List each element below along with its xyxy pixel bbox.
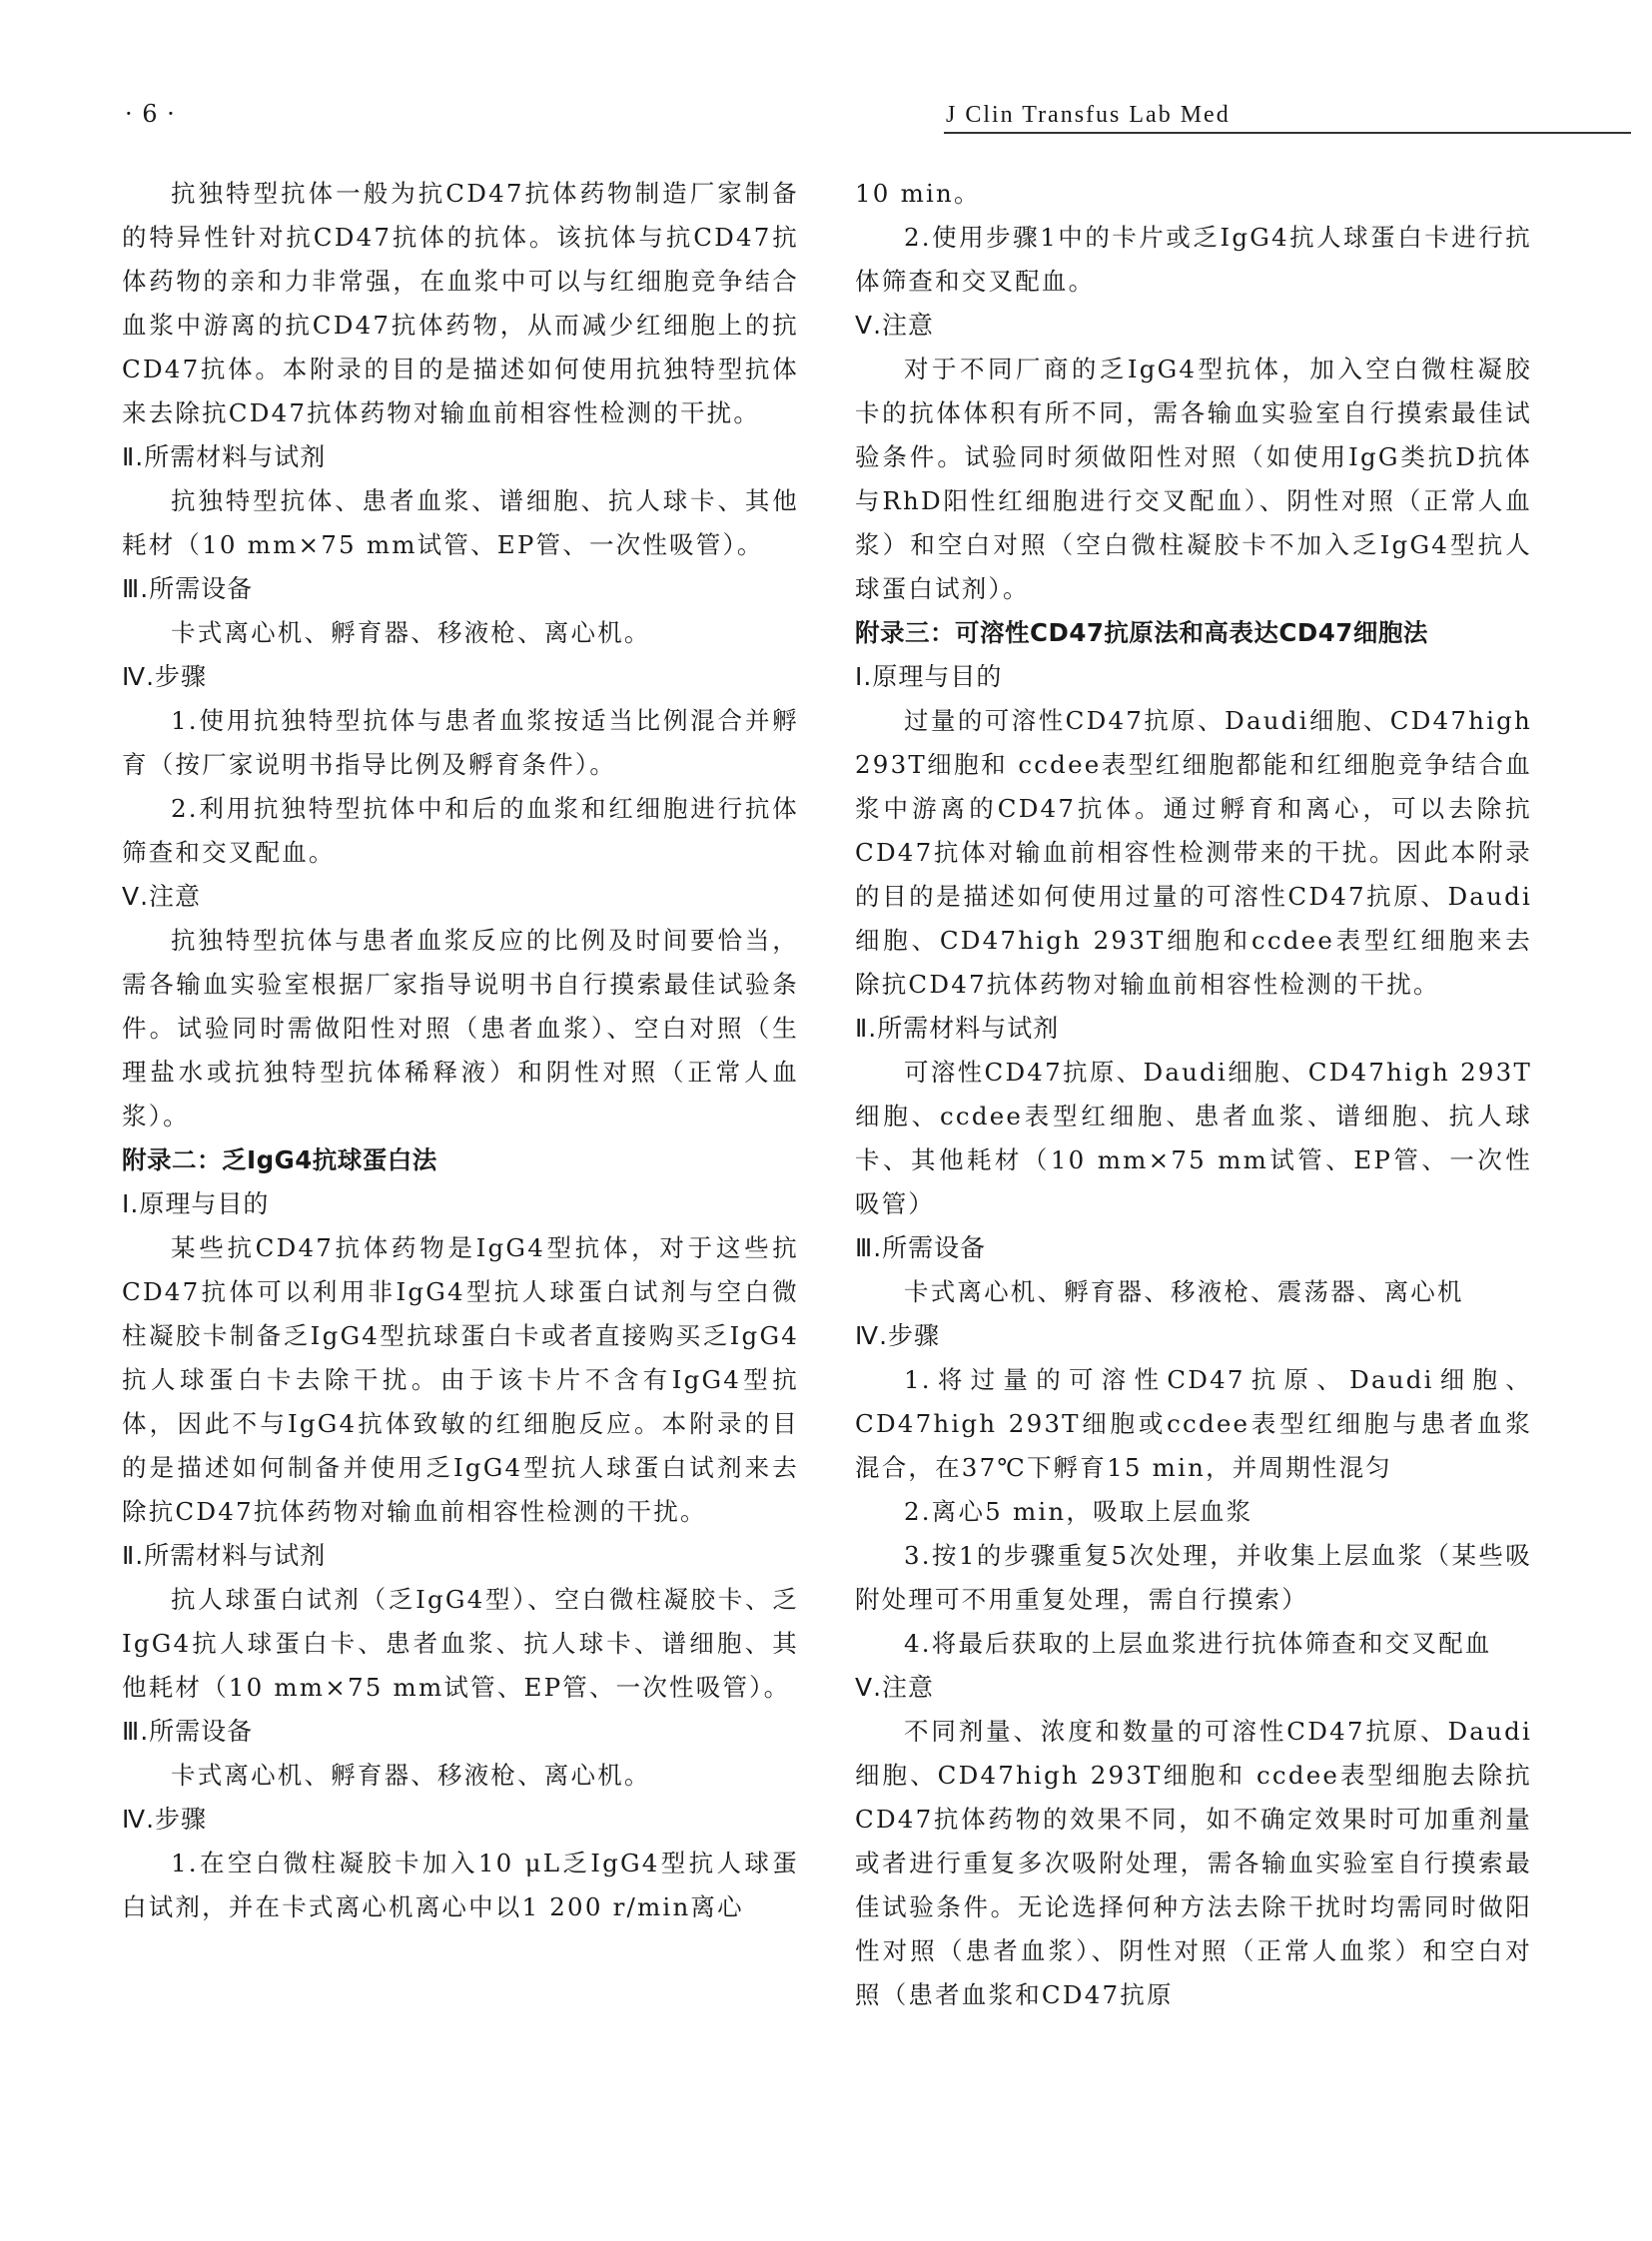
page-header xyxy=(125,100,1511,134)
a2-step-2: 2.使用步骤1中的卡片或乏IgG4抗人球蛋白卡进行抗体筛查和交叉配血。 xyxy=(855,223,1532,296)
a2-heading-materials: Ⅱ.所需材料与试剂 xyxy=(122,1541,327,1570)
continued-text: 10 min。 xyxy=(855,179,981,208)
materials-paragraph: 抗独特型抗体、患者血浆、谱细胞、抗人球卡、其他耗材（10 mm×75 mm试管、EP管、一次性吸管）。 xyxy=(122,486,799,559)
notes-paragraph: 抗独特型抗体与患者血浆反应的比例及时间要恰当，需各输血实验室根据厂家指导说明书自行摸索最佳试验条件。试验同时需做阳性对照（患者血浆）、空白对照（生理盐水或抗独特型抗体稀释液）和阴性对照（正常人血浆）。 xyxy=(122,926,799,1130)
a3-notes-paragraph: 不同剂量、浓度和数量的可溶性CD47抗原、Daudi细胞、CD47high 293T细胞和 ccdee表型细胞去除抗CD47抗体药物的效果不同，如不确定效果时可加重剂量或者进行重复多次吸附处理，需各输血实验室自行摸索最佳试验条件。无论选择何种方法去除干扰时均需同时做阳性对照（患者血浆）、阴性对照（正常人血浆）和空白对照（患者血浆和CD47抗原 xyxy=(855,1717,1532,2009)
a3-heading-equipment: Ⅲ.所需设备 xyxy=(855,1233,987,1262)
step-1: 1.使用抗独特型抗体与患者血浆按适当比例混合并孵育（按厂家说明书指导比例及孵育条件）。 xyxy=(122,706,799,779)
section-heading-notes: Ⅴ.注意 xyxy=(122,882,202,911)
a3-principle-paragraph: 过量的可溶性CD47抗原、Daudi细胞、CD47high 293T细胞和 ccdee表型红细胞都能和红细胞竞争结合血浆中游离的CD47抗体。通过孵育和离心，可以去除抗CD47抗体对输血前相容性检测带来的干扰。因此本附录的目的是描述如何使用过量的可溶性CD47抗原、Daudi细胞、CD47high 293T细胞和ccdee表型红细胞来去除抗CD47抗体药物对输血前相容性检测的干扰。 xyxy=(855,706,1532,999)
a2-step-1: 1.在空白微柱凝胶卡加入10 μL乏IgG4型抗人球蛋白试剂，并在卡式离心机离心中以1 200 r/min离心 xyxy=(122,1849,799,1921)
header-rule xyxy=(944,132,1631,134)
a3-materials-paragraph: 可溶性CD47抗原、Daudi细胞、CD47high 293T细胞、ccdee表型红细胞、患者血浆、谱细胞、抗人球卡、其他耗材（10 mm×75 mm试管、EP管、一次性吸管） xyxy=(855,1058,1532,1218)
equipment-paragraph: 卡式离心机、孵育器、移液枪、离心机。 xyxy=(171,618,651,647)
appendix-2-title: 附录二：乏IgG4抗球蛋白法 xyxy=(122,1145,437,1174)
a3-heading-principle: Ⅰ.原理与目的 xyxy=(855,662,1003,691)
a3-step-3: 3.按1的步骤重复5次处理，并收集上层血浆（某些吸附处理可不用重复处理，需自行摸索） xyxy=(855,1541,1532,1614)
section-heading-steps: Ⅳ.步骤 xyxy=(122,662,208,691)
a2-heading-principle: Ⅰ.原理与目的 xyxy=(122,1189,270,1218)
a2-heading-equipment: Ⅲ.所需设备 xyxy=(122,1717,254,1746)
a3-equipment-paragraph: 卡式离心机、孵育器、移液枪、震荡器、离心机 xyxy=(904,1277,1464,1306)
journal-title: J Clin Transfus Lab Med xyxy=(946,102,1231,128)
section-heading-equipment: Ⅲ.所需设备 xyxy=(122,574,254,603)
appendix-3-title: 附录三：可溶性CD47抗原法和高表达CD47细胞法 xyxy=(855,618,1428,647)
a2-principle-paragraph: 某些抗CD47抗体药物是IgG4型抗体，对于这些抗CD47抗体可以利用非IgG4型抗人球蛋白试剂与空白微柱凝胶卡制备乏IgG4型抗球蛋白卡或者直接购买乏IgG4抗人球蛋白卡去除干扰。由于该卡片不含有IgG4型抗体，因此不与IgG4抗体致敏的红细胞反应。本附录的目的是描述如何制备并使用乏IgG4型抗人球蛋白试剂来去除抗CD47抗体药物对输血前相容性检测的干扰。 xyxy=(122,1233,799,1526)
left-column xyxy=(122,172,799,1929)
right-column xyxy=(855,172,1532,2017)
intro-paragraph: 抗独特型抗体一般为抗CD47抗体药物制造厂家制备的特异性针对抗CD47抗体的抗体。该抗体与抗CD47抗体药物的亲和力非常强，在血浆中可以与红细胞竞争结合血浆中游离的抗CD47抗体药物，从而减少红细胞上的抗CD47抗体。本附录的目的是描述如何使用抗独特型抗体来去除抗CD47抗体药物对输血前相容性检测的干扰。 xyxy=(122,179,799,427)
a3-heading-materials: Ⅱ.所需材料与试剂 xyxy=(855,1014,1060,1043)
a3-step-4: 4.将最后获取的上层血浆进行抗体筛查和交叉配血 xyxy=(904,1629,1492,1658)
a2-notes-paragraph: 对于不同厂商的乏IgG4型抗体，加入空白微柱凝胶卡的抗体体积有所不同，需各输血实验室自行摸索最佳试验条件。试验同时须做阳性对照（如使用IgG类抗D抗体与RhD阳性红细胞进行交叉配血）、阴性对照（正常人血浆）和空白对照（空白微柱凝胶卡不加入乏IgG4型抗人球蛋白试剂）。 xyxy=(855,355,1532,603)
a2-heading-notes: Ⅴ.注意 xyxy=(855,311,935,340)
a3-step-1: 1.将过量的可溶性CD47抗原、Daudi细胞、CD47high 293T细胞或ccdee表型红细胞与患者血浆混合，在37℃下孵育15 min，并周期性混匀 xyxy=(855,1365,1532,1482)
a3-heading-notes: Ⅴ.注意 xyxy=(855,1673,935,1702)
a3-heading-steps: Ⅳ.步骤 xyxy=(855,1321,941,1350)
a2-heading-steps: Ⅳ.步骤 xyxy=(122,1805,208,1834)
step-2: 2.利用抗独特型抗体中和后的血浆和红细胞进行抗体筛查和交叉配血。 xyxy=(122,794,799,867)
section-heading-materials: Ⅱ.所需材料与试剂 xyxy=(122,442,327,471)
a3-step-2: 2.离心5 min，吸取上层血浆 xyxy=(904,1497,1253,1526)
a2-equipment-paragraph: 卡式离心机、孵育器、移液枪、离心机。 xyxy=(171,1761,651,1790)
page-number: · 6 · xyxy=(125,100,176,128)
a2-materials-paragraph: 抗人球蛋白试剂（乏IgG4型）、空白微柱凝胶卡、乏IgG4抗人球蛋白卡、患者血浆、抗人球卡、谱细胞、其他耗材（10 mm×75 mm试管、EP管、一次性吸管）。 xyxy=(122,1585,799,1702)
